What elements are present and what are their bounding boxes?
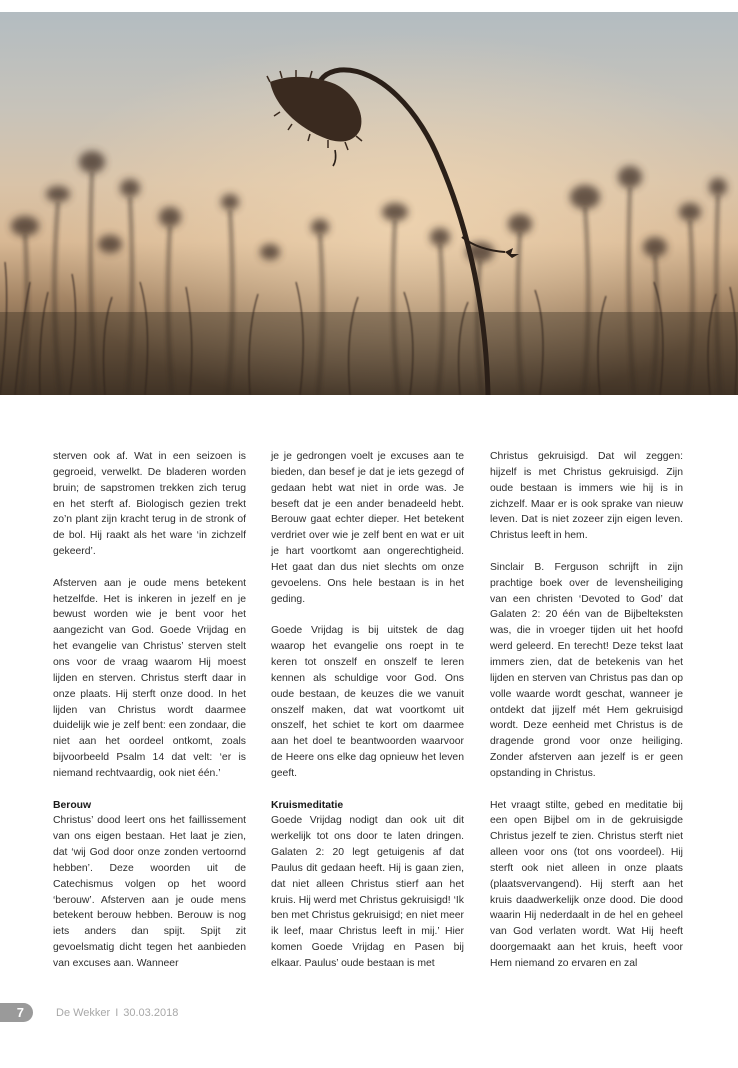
section-heading-berouw: Berouw xyxy=(53,799,92,811)
paragraph: je je gedrongen voelt je excuses aan te bieden, dan besef je dat je iets gezegd of gedaan hebt wat niet in orde was. Je beseft dat je een ander benadeeld hebt. Berouw gaat echter dieper. Het betekent verdriet over wie je zelf bent en wat er uit je hart voortkomt aan ongerechtigheid. Het gaat dan dus niet slechts om onze gevoelens. Ons hele bestaan is in het geding. xyxy=(271,451,464,605)
wilted-sunflower-photo xyxy=(0,12,738,395)
page-number-tab xyxy=(0,1003,33,1022)
paragraph: Christus gekruisigd. Dat wil zeggen: hijzelf is met Christus gekruisigd. Zijn oude bestaan is immers wie hij is in zichzelf. Maar er is ook sprake van nieuw leven. Dat is niet zozeer zijn eigen leven. Christus leeft in hem. xyxy=(490,451,683,542)
column-3 xyxy=(490,449,683,972)
section-heading-kruismeditatie: Kruismeditatie xyxy=(271,799,344,811)
page-number: 7 xyxy=(16,1005,24,1020)
paragraph: Goede Vrijdag is bij uitstek de dag waarop het evangelie ons roept in te keren tot onszelf en onszelf te leren kennen als schuldige voor God. Ons oude bestaan, de keuzes die we vanuit onszelf maken, dat wat voortkomt uit onszelf, het schiet te kort om daarmee aan het doel te beantwoorden waarvoor de Heere ons elke dag opnieuw het leven geeft. xyxy=(271,625,464,779)
paragraph: Afsterven aan je oude mens betekent hetzelfde. Het is inkeren in jezelf en je bewust worden wie je bent voor het aangezicht van God. Goede Vrijdag en het evangelie van Christus’ sterven stelt ons voor de vraag waarom Hij moest lijden en sterven. Christus sterft daar in onze plaats. Hij sterft onze dood. In het lijden van Christus wordt daarmee duidelijk wie je zelf bent: een zondaar, die niet aan het oordeel ontkomt, zoals bijvoorbeeld Psalm 14 dat velt: ‘er is niemand rechtvaardig, ook niet één.’ xyxy=(53,577,246,779)
page-footer xyxy=(0,1003,400,1023)
magazine-name: De Wekker xyxy=(56,1007,111,1019)
column-1 xyxy=(53,449,246,972)
paragraph: Sinclair B. Ferguson schrijft in zijn prachtige boek over de levensheiliging van een christen ‘Devoted to God’ dat Galaten 2: 20 één van de Bijbelteksten was, die in vroeger tijden uit het hoofd werd geleerd. En terecht! Deze tekst laat immers zien, dat de betekenis van het lijden en sterven van Christus pas dan op volle waarde wordt geschat, wanneer je ontdekt dat jijzelf mét Hem gekruisigd wordt. Deze eenheid met Christus is de dragende grond voor onze heiliging. Zonder afsterven aan jezelf is er geen opstanding in Christus. xyxy=(490,561,683,779)
article-body xyxy=(53,449,685,994)
paragraph: sterven ook af. Wat in een seizoen is gegroeid, verwelkt. De bladeren worden bruin; de sapstromen trekken zich terug en het sterft af. Biologisch gezien trekt zo’n plant zijn kracht terug in de stronk of de bol. Hij raakt als het ware ‘in zichzelf gekeerd’. xyxy=(53,451,246,558)
footer-text xyxy=(56,1005,178,1021)
paragraph: Christus’ dood leert ons het faillissement van ons eigen bestaan. Het laat je zien, dat ‘wij God door onze zonden vertoornd hebben’. Deze woorden uit de Catechismus volgen op het woord ‘berouw’. Afsterven aan je oude mens betekent berouw hebben. Berouw is nog iets anders dan spijt. Spijt zit gevoelsmatig dicht tegen het aanbieden van excuses aan. Wanneer xyxy=(53,815,246,969)
column-2 xyxy=(271,449,464,972)
hero-photo xyxy=(0,12,738,395)
issue-date: 30.03.2018 xyxy=(123,1007,179,1019)
paragraph: Het vraagt stilte, gebed en meditatie bij een open Bijbel om in de gekruisigde Christus jezelf te zien. Christus sterft niet alleen voor ons (tot ons voordeel). Hij sterft ook niet alleen in onze plaats (plaatsvervangend). Hij sterft aan het kruis daadwerkelijk onze dood. Die dood waarin Hij nederdaalt in de hel en geheel van God verlaten wordt. Wat Hij heeft doorgemaakt aan het kruis, heeft voor Hem niemand zo ervaren en zal xyxy=(490,799,683,969)
paragraph: Goede Vrijdag nodigt dan ook uit dit werkelijk tot ons door te laten dringen. Galaten 2: 20 legt getuigenis af dat Paulus dit gedaan heeft. Hij is gaan zien, dat niet alleen Christus stierf aan het kruis. Hij werd met Christus gekruisigd! ‘Ik ben met Christus gekruisigd; en niet meer ik leef, maar Christus leeft in mij.’ Hier komen Goede Vrijdag en Pasen bij elkaar. Paulus’ oude bestaan is met xyxy=(271,815,464,969)
footer-separator: I xyxy=(115,1007,119,1019)
